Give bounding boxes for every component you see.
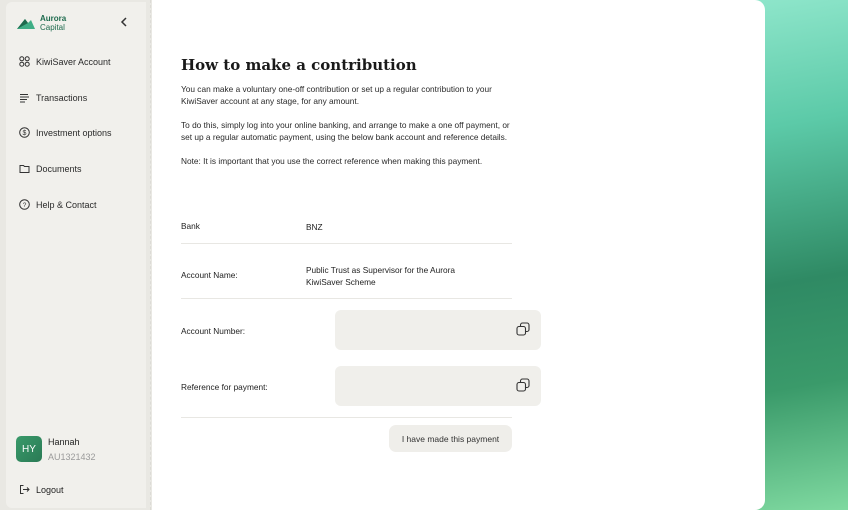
dollar-icon — [19, 127, 30, 138]
instructions-paragraph: To do this, simply log into your online banking, and arrange to make a one off payment, or set up a regular automatic payment, using the below bank account and reference details. — [181, 120, 510, 142]
sidebar-item-label: Help & Contact — [36, 199, 97, 210]
user-profile[interactable] — [16, 436, 96, 462]
brand-name-line2: Capital — [40, 23, 65, 32]
copy-icon — [516, 378, 530, 392]
account-number-row — [181, 310, 512, 350]
sidebar-item-help-contact[interactable] — [19, 199, 97, 210]
folder-icon — [19, 163, 30, 174]
account-name-label: Account Name: — [181, 270, 238, 280]
intro-paragraph: You can make a voluntary one-off contribution or set up a regular contribution to your KiwiSaver account at any stage, for any amount. — [181, 84, 492, 106]
brand-logo[interactable] — [16, 14, 66, 32]
divider — [181, 298, 512, 299]
copy-account-number-button[interactable] — [516, 322, 530, 338]
brand-name-line1: Aurora — [40, 14, 67, 23]
collapse-sidebar-button[interactable] — [120, 16, 128, 30]
instructions — [181, 56, 513, 167]
help-icon — [19, 199, 30, 210]
page-title: How to make a contribution — [181, 56, 417, 74]
logout-icon — [19, 484, 30, 495]
avatar: HY — [16, 436, 42, 462]
sidebar-item-label: KiwiSaver Account — [36, 56, 111, 67]
account-number-label: Account Number: — [181, 326, 246, 336]
svg-text:?: ? — [22, 202, 27, 209]
account-name-value: Public Trust as Supervisor for the Aurora KiwiSaver Scheme — [306, 265, 455, 287]
main-panel — [152, 0, 765, 510]
list-icon — [19, 92, 30, 103]
sidebar-item-label: Transactions — [36, 92, 88, 103]
sidebar-item-label: Investment options — [36, 127, 112, 138]
divider — [181, 243, 512, 244]
grid-icon — [19, 56, 30, 67]
user-name: Hannah — [48, 436, 80, 447]
sidebar-item-kiwisaver-account[interactable] — [19, 56, 111, 67]
account-number-field — [335, 310, 541, 350]
user-id: AU1321432 — [48, 451, 96, 462]
sidebar-item-label: Documents — [36, 163, 82, 174]
sidebar — [6, 2, 146, 508]
aurora-logo-icon — [16, 16, 36, 30]
copy-icon — [516, 322, 530, 336]
sidebar-item-documents[interactable] — [19, 163, 82, 174]
logout-label: Logout — [36, 484, 64, 495]
copy-reference-button[interactable] — [516, 378, 530, 394]
note-paragraph: Note: It is important that you use the correct reference when making this payment. — [181, 156, 483, 166]
chevron-left-icon — [120, 17, 128, 27]
svg-text:$: $ — [22, 130, 27, 137]
payment-made-button[interactable]: I have made this payment — [389, 425, 512, 452]
reference-label: Reference for payment: — [181, 382, 268, 392]
reference-row — [181, 366, 512, 406]
bank-value: BNZ — [306, 222, 323, 232]
sidebar-divider — [150, 0, 151, 510]
logout-button[interactable] — [19, 484, 64, 495]
bank-label: Bank — [181, 221, 200, 231]
sidebar-item-transactions[interactable] — [19, 92, 87, 103]
sidebar-item-investment-options[interactable] — [19, 127, 112, 138]
divider — [181, 417, 512, 418]
reference-field — [335, 366, 541, 406]
